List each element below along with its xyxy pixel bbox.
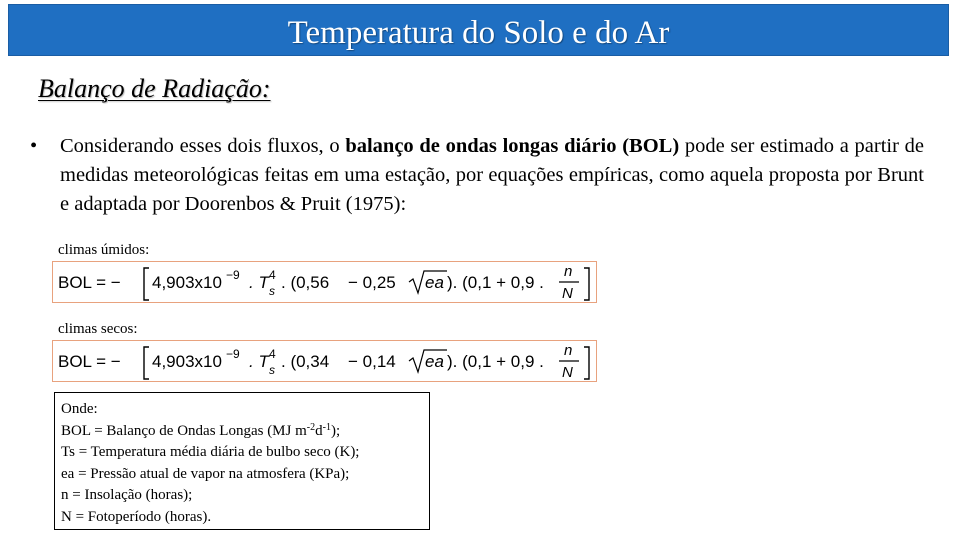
paragraph-part2: pode ser estimado a partir de medidas meteorológicas feitas em uma estação, por equações empíricas, como aquela proposta por Brunt e adaptada por Doorenbos & Pruit (1975): — [60, 135, 924, 215]
legend-ea: ea = Pressão atual de vapor na atmosfera (KPa); — [61, 465, 350, 482]
formula-lhs: BOL = − — [58, 352, 121, 371]
bullet-paragraph — [30, 132, 924, 219]
formula-numerator: n — [564, 342, 573, 359]
legend-bol — [61, 421, 423, 443]
formula-paren-b: ). (0,1 + 0,9 . — [447, 273, 544, 292]
formula-t-sub: s — [269, 284, 275, 298]
legend-ts: Ts = Temperatura média diária de bulbo seco (K); — [61, 444, 360, 461]
formula-box-dry — [52, 340, 597, 382]
paragraph-text — [60, 132, 924, 219]
formula-t-sup: 4 — [269, 347, 276, 361]
paragraph-part1: Considerando esses dois fluxos, o — [60, 135, 346, 157]
right-bracket-icon — [584, 268, 589, 300]
formula-ea: ea — [425, 352, 444, 371]
legend-N: N = Fotoperíodo (horas). — [61, 508, 212, 525]
bullet-icon: • — [30, 135, 38, 157]
title-bar — [8, 4, 949, 56]
formula-t-sub: s — [269, 363, 275, 377]
formula-label-humid: climas úmidos: — [58, 242, 150, 258]
legend-bol-sup2: -1 — [322, 421, 331, 433]
legend-heading: Onde: — [61, 401, 98, 417]
legend-bol-suffix: ); — [330, 422, 341, 439]
paragraph-bold: balanço de ondas longas diário (BOL) — [345, 135, 680, 157]
right-bracket-icon — [584, 347, 589, 379]
legend-bol-prefix: BOL = Balanço de Ondas Longas (MJ m — [61, 422, 307, 439]
formula-dot-t: . T — [249, 352, 269, 371]
legend-box — [54, 392, 430, 530]
formula-coef: 4,903x10 — [152, 273, 222, 292]
formula-minus: − 0,25 — [348, 273, 396, 292]
section-subtitle: Balanço de Radiação: — [38, 74, 271, 103]
formula-paren-a: . (0,56 — [281, 273, 330, 292]
formula-humid — [53, 262, 598, 304]
formula-box-humid — [52, 261, 597, 303]
formula-paren-b: ). (0,1 + 0,9 . — [447, 352, 544, 371]
formula-t-sup: 4 — [269, 268, 276, 282]
formula-dot-t: . T — [249, 273, 269, 292]
legend-bol-mid: d — [315, 422, 323, 439]
formula-minus: − 0,14 — [348, 352, 396, 371]
formula-label-dry: climas secos: — [58, 321, 138, 337]
left-bracket-icon — [144, 347, 149, 379]
formula-numerator: n — [564, 263, 573, 280]
left-bracket-icon — [144, 268, 149, 300]
formula-coef: 4,903x10 — [152, 352, 222, 371]
formula-exp: −9 — [226, 347, 240, 361]
formula-denominator: N — [562, 285, 573, 302]
legend-bol-sup1: -2 — [306, 421, 316, 433]
formula-exp: −9 — [226, 268, 240, 282]
legend-n: n = Insolação (horas); — [61, 487, 193, 504]
formula-paren-a: . (0,34 — [281, 352, 330, 371]
page-title: Temperatura do Solo e do Ar — [287, 15, 670, 51]
formula-denominator: N — [562, 364, 573, 381]
formula-dry — [53, 341, 598, 383]
formula-lhs: BOL = − — [58, 273, 121, 292]
formula-ea: ea — [425, 273, 444, 292]
